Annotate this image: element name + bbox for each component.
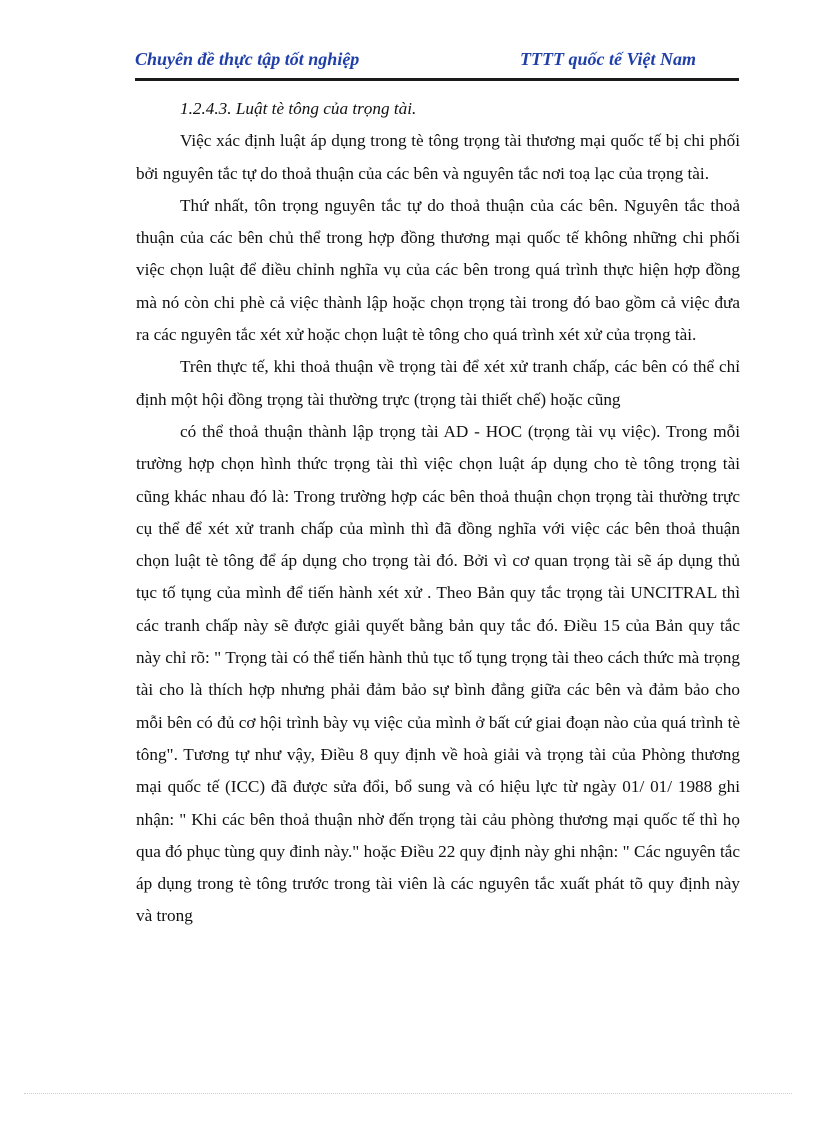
paragraph: có thể thoả thuận thành lập trọng tài AD - HOC (trọng tài vụ việc). Trong mỗi trường hợp chọn hình thức trọng tài thì việc chọn luật áp dụng cho tè tông trọng tài cũng khác nhau đó là: Trong trường hợp các bên thoả thuận chọn trọng tài thường trực cụ thể để xét xử tranh chấp của mình thì đã đồng nghĩa với việc các bên thoả thuận chọn luật tè tông để áp dụng cho trọng tài đó. Bởi vì cơ quan trọng tài sẽ áp dụng thủ tục tố tụng của mình để tiến hành xét xử . Theo Bản quy tắc trọng tài UNCITRAL thì các tranh chấp này sẽ được giải quyết bằng bản quy tắc đó. Điều 15 của Bản quy tắc này chỉ rõ: " Trọng tài có thể tiến hành thủ tục tố tụng trọng tài theo cách thức mà trọng tài cho là thích hợp nhưng phải đảm bảo sự bình đẳng giữa các bên và đảm bảo cho mỗi bên có đủ cơ hội trình bày vụ việc của mình ở bất cứ giai đoạn nào của quá trình tè tông". Tương tự như vậy, Điều 8 quy định về hoà giải và trọng tài của Phòng thương mại quốc tế (ICC) đã được sửa đổi, bổ sung và có hiệu lực từ ngày 01/ 01/ 1988 ghi nhận: " Khi các bên thoả thuận nhờ đến trọng tài cảu phòng thương mại quốc tế thì họ qua đó phục tùng quy đinh này." hoặc Điều 22 quy định này ghi nhận: " Các nguyên tắc áp dụng trong tè tông trước trong tài viên là các nguyên tắc xuất phát tõ quy định này và trong: [136, 421, 740, 926]
document-body: [136, 93, 740, 933]
header-right-title: TTTT quốc tế Việt Nam: [520, 49, 696, 69]
paragraph: Trên thực tế, khi thoả thuận về trọng tài để xét xử tranh chấp, các bên có thể chỉ định một hội đồng trọng tài thường trực (trọng tài thiết chế) hoặc cũng: [136, 357, 740, 409]
header-left-title: Chuyên đề thực tập tốt nghiệp: [135, 49, 360, 69]
section-heading: 1.2.4.3. Luật tè tông của trọng tài.: [180, 99, 417, 118]
paragraph: Thứ nhất, tôn trọng nguyên tắc tự do thoả thuận của các bên. Nguyên tắc thoả thuận của các bên chủ thể trong hợp đồng thương mại quốc tế không những chi phối việc chọn luật để điều chỉnh nghĩa vụ của các bên trong quá trình thực hiện hợp đồng mà nó còn chi phè cả việc thành lập hoặc chọn trọng tài trong đó bao gồm cả việc đưa ra các nguyên tắc xét xử hoặc chọn luật tè tông cho quá trình xét xử của trọng tài.: [136, 195, 740, 345]
header-rule: [135, 78, 739, 81]
footer-dotted-rule: [24, 1093, 792, 1094]
page-header: [135, 47, 739, 73]
paragraph: Việc xác định luật áp dụng trong tè tông trọng tài thương mại quốc tế bị chi phối bởi nguyên tắc tự do thoả thuận của các bên và nguyên tắc nơi toạ lạc của trọng tài.: [136, 131, 740, 183]
